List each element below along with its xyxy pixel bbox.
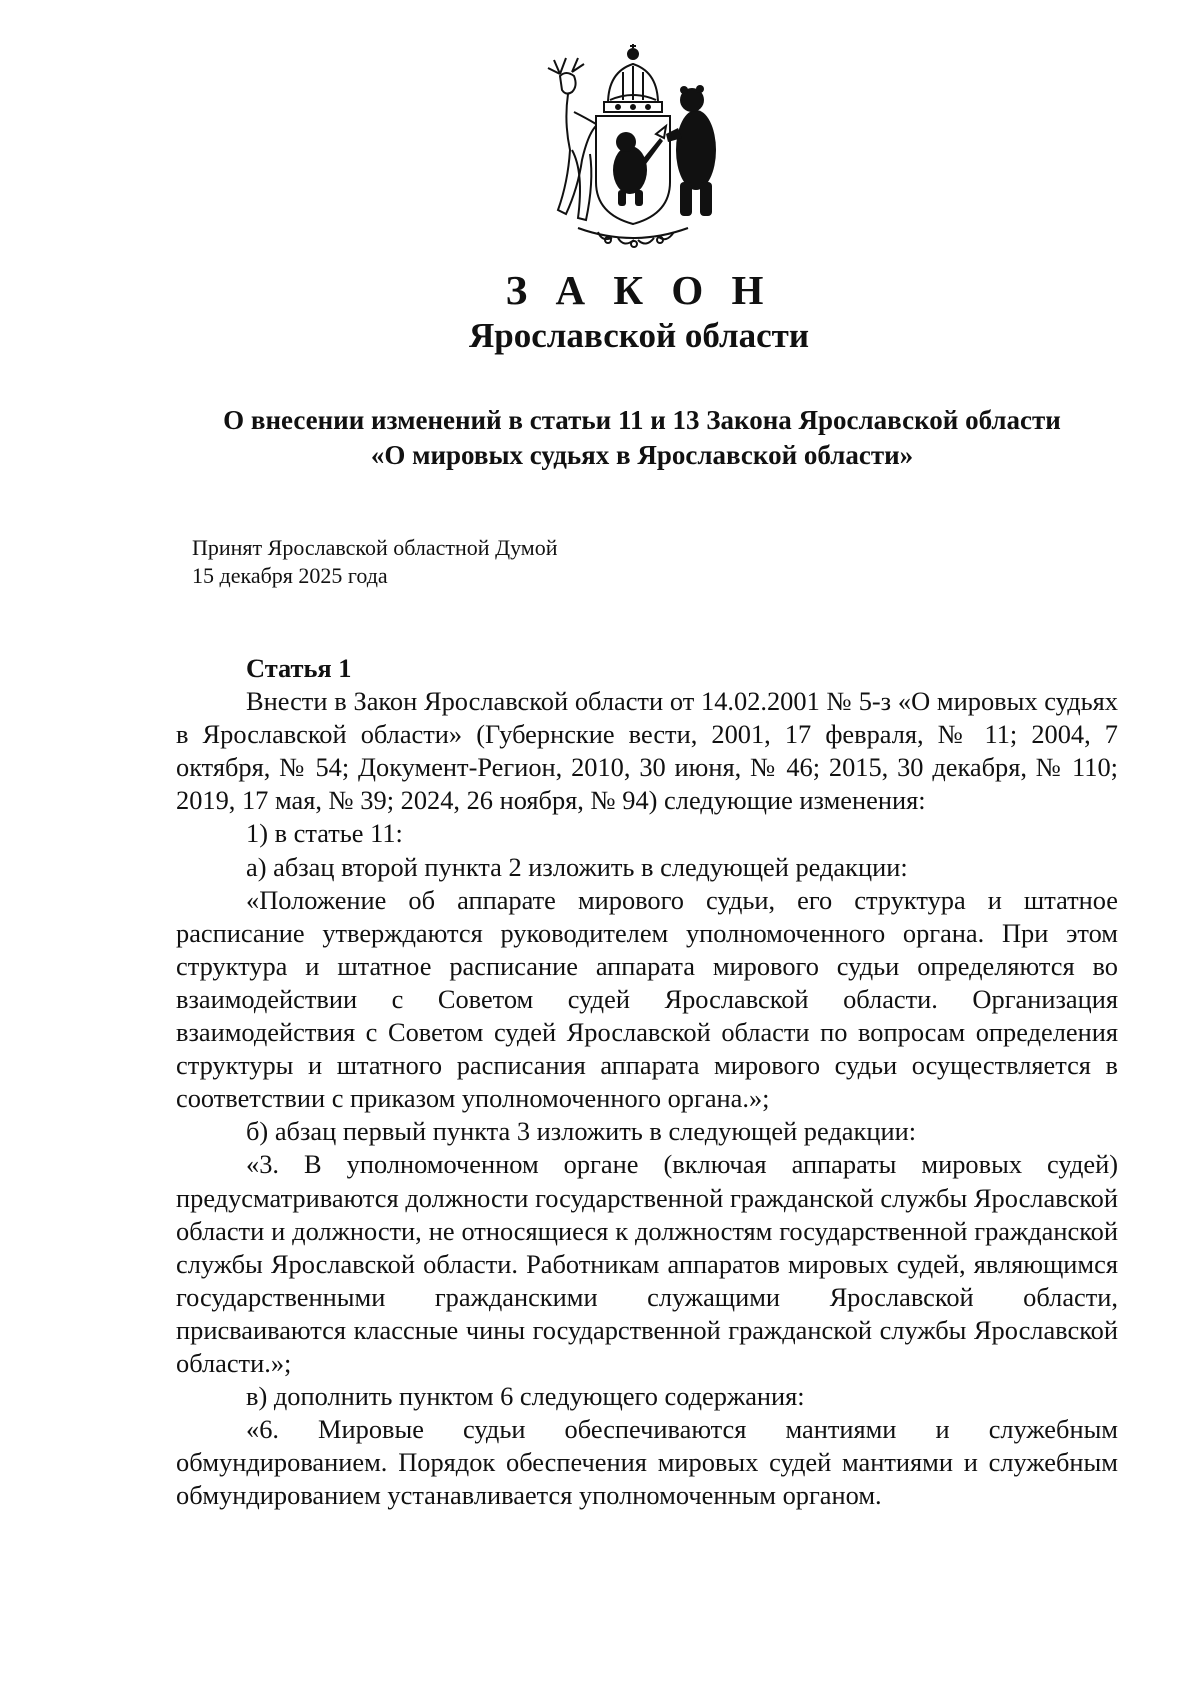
law-name [200, 403, 1084, 473]
article-paragraph: 1) в статье 11: [246, 818, 403, 849]
adoption-date: 15 декабря 2025 года [192, 563, 388, 588]
coat-of-arms-emblem [538, 42, 728, 254]
article-paragraph: в) дополнить пунктом 6 следующего содержания: [246, 1381, 805, 1412]
article-heading: Статья 1 [246, 653, 352, 683]
law-name-line-1: О внесении изменений в статьи 11 и 13 Закона Ярославской области [223, 405, 1061, 435]
document-body [176, 652, 1118, 1512]
document-title: З А К О Н [505, 267, 773, 313]
adoption-note [192, 534, 558, 590]
law-name-line-2: «О мировых судьях в Ярославской области» [370, 440, 914, 470]
article-paragraph: б) абзац первый пункта 3 изложить в следующей редакции: [246, 1116, 917, 1147]
article-paragraph: Внести в Закон Ярославской области от 14.02.2001 № 5-з «О мировых судьях в Ярославской области» (Губернские вести, 2001, 17 февраля, № 11; 2004, 7 октября, № 54; Документ-Регион, 2010, 30 июня, № 46; 2015, 30 декабря, № 110; 2019, 17 мая, № 39; 2024, 26 ноября, № 94) следующие изменения: [176, 686, 1118, 816]
article-paragraph: а) абзац второй пункта 2 изложить в следующей редакции: [246, 851, 908, 882]
adoption-body: Принят Ярославской областной Думой [192, 535, 558, 560]
document-subtitle: Ярославской области [468, 316, 810, 355]
article-paragraph: «3. В уполномоченном органе (включая аппараты мировых судей) предусматриваются должности государственной гражданской службы Ярославской области и должности, не относящиеся к должностям государственной гражданской службы Ярославской области. Работникам аппаратов мировых судей, являющимся государственными гражданскими служащими Ярославской области, присваиваются классные чины государственной гражданской службы Ярославской области.»; [176, 1149, 1118, 1378]
article-paragraph: «6. Мировые судьи обеспечиваются мантиями и служебным обмундированием. Порядок обеспечения мировых судей мантиями и служебным обмундированием устанавливается уполномоченным органом. [176, 1414, 1118, 1511]
article-paragraph: «Положение об аппарате мирового судьи, его структура и штатное расписание утверждаются руководителем уполномоченного органа. При этом структура и штатное расписание аппарата мирового судьи определяются во взаимодействии с Советом судей Ярославской области. Организация взаимодействия с Советом судей Ярославской области по вопросам определения структуры и штатного расписания аппарата мирового судьи осуществляется в соответствии с приказом уполномоченного органа.»; [176, 884, 1118, 1114]
